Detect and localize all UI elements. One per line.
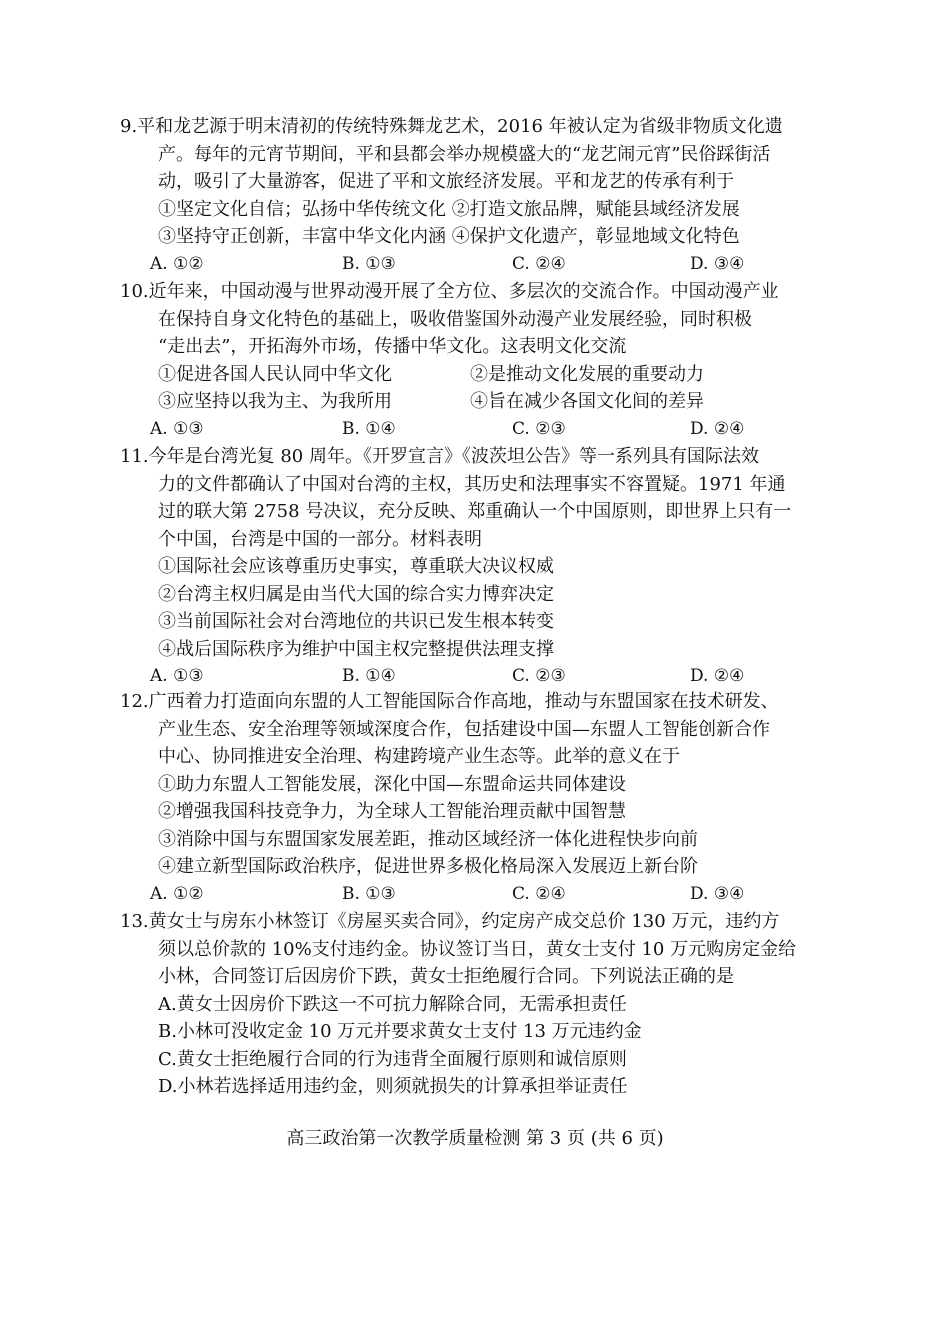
statement-3: ③应坚持以我为主、为我所用 (158, 391, 392, 412)
question-stem-line: 10.近年来，中国动漫与世界动漫开展了全方位、多层次的交流合作。中国动漫产业 (120, 281, 779, 302)
question-stem-line: 小林，合同签订后因房价下跌，黄女士拒绝履行合同。下列说法正确的是 (158, 966, 734, 987)
statement-line: ①坚定文化自信；弘扬中华传统文化 ②打造文旅品牌，赋能县域经济发展 (158, 198, 740, 220)
question-11 (120, 443, 830, 691)
question-stem-line: 9.平和龙艺源于明末清初的传统特殊舞龙艺术，2016 年被认定为省级非物质文化遗 (120, 116, 783, 137)
statement-1: ①促进各国人民认同中华文化 (158, 363, 392, 385)
statement-line: ①助力东盟人工智能发展，深化中国—东盟命运共同体建设 (158, 773, 626, 795)
option-d: D. ②④ (690, 418, 745, 439)
answer-options (120, 663, 830, 691)
question-stem-line: 13.黄女士与房东小林签订《房屋买卖合同》，约定房产成交总价 130 万元，违约方 (120, 911, 780, 932)
option-d: D. ③④ (690, 253, 745, 274)
statement-line: ②增强我国科技竞争力，为全球人工智能治理贡献中国智慧 (158, 801, 626, 822)
option-b: B. ①③ (342, 883, 396, 904)
statement-line: ②台湾主权归属是由当代大国的综合实力博弈决定 (158, 583, 554, 605)
option-b: B. ①④ (342, 418, 396, 439)
statement-line: ③当前国际社会对台湾地位的共识已发生根本转变 (158, 611, 554, 632)
question-stem-line: 个中国，台湾是中国的一部分。材料表明 (158, 528, 482, 550)
statement-row (120, 388, 830, 416)
question-10 (120, 278, 830, 443)
question-13 (120, 908, 830, 1101)
answer-options (120, 251, 830, 279)
option-c: C. ②③ (512, 418, 566, 439)
statement-4: ④旨在减少各国文化间的差异 (470, 391, 704, 412)
answer-options (120, 881, 830, 909)
option-b: B. ①③ (342, 253, 396, 274)
statement-line: ④战后国际秩序为维护中国主权完整提供法理支撑 (158, 638, 554, 660)
option-a: A. ①③ (150, 418, 204, 439)
page-footer: 高三政治第一次教学质量检测 第 3 页 (共 6 页) (286, 1128, 664, 1149)
question-stem-line: 过的联大第 2758 号决议，充分反映、郑重确认一个中国原则，即世界上只有一 (158, 501, 792, 522)
statement-line: ④建立新型国际政治秩序，促进世界多极化格局深入发展迈上新台阶 (158, 856, 698, 877)
question-stem-line: 12.广西着力打造面向东盟的人工智能国际合作高地，推动与东盟国家在技术研发、 (120, 691, 779, 712)
statement-2: ②是推动文化发展的重要动力 (470, 363, 704, 385)
answer-options (120, 416, 830, 444)
statement-row (120, 361, 830, 389)
question-9 (120, 113, 830, 278)
option-a: A. ①③ (150, 666, 204, 686)
question-stem-line: 力的文件都确认了中国对台湾的主权，其历史和法理事实不容置疑。1971 年通 (158, 473, 786, 495)
question-stem-line: 中心、协同推进安全治理、构建跨境产业生态等。此举的意义在于 (158, 746, 680, 767)
option-d: D. ②④ (690, 666, 745, 686)
question-stem-line: 在保持自身文化特色的基础上，吸收借鉴国外动漫产业发展经验，同时积极 (158, 308, 752, 330)
answer-option-line: C.黄女士拒绝履行合同的行为违背全面履行原则和诚信原则 (158, 1048, 627, 1070)
answer-option-line: A.黄女士因房价下跌这一不可抗力解除合同，无需承担责任 (158, 993, 627, 1015)
question-stem-line: 须以总价款的 10%支付违约金。协议签订当日，黄女士支付 10 万元购房定金给 (158, 938, 797, 960)
question-stem-line: 动，吸引了大量游客，促进了平和文旅经济发展。平和龙艺的传承有利于 (158, 171, 734, 192)
answer-option-line: B.小林可没收定金 10 万元并要求黄女士支付 13 万元违约金 (158, 1021, 642, 1042)
statement-line: ③坚持守正创新，丰富中华文化内涵 ④保护文化遗产，彰显地域文化特色 (158, 226, 740, 247)
option-c: C. ②④ (512, 883, 566, 904)
option-c: C. ②③ (512, 666, 566, 686)
answer-option-line: D.小林若选择适用违约金，则须就损失的计算承担举证责任 (158, 1076, 628, 1097)
question-stem-line: “走出去”，开拓海外市场，传播中华文化。这表明文化交流 (158, 336, 627, 357)
option-a: A. ①② (150, 883, 204, 904)
option-a: A. ①② (150, 253, 204, 274)
statement-line: ①国际社会应该尊重历史事实，尊重联大决议权威 (158, 556, 554, 577)
question-12 (120, 688, 830, 908)
question-stem-line: 产。每年的元宵节期间，平和县都会举办规模盛大的“龙艺闹元宵”民俗踩街活 (158, 143, 771, 165)
option-d: D. ③④ (690, 883, 745, 904)
question-stem-line: 11.今年是台湾光复 80 周年。《开罗宣言》《波茨坦公告》等一系列具有国际法效 (120, 446, 759, 467)
statement-line: ③消除中国与东盟国家发展差距，推动区域经济一体化进程快步向前 (158, 828, 698, 850)
option-b: B. ①④ (342, 666, 396, 686)
option-c: C. ②④ (512, 253, 566, 274)
question-stem-line: 产业生态、安全治理等领域深度合作，包括建设中国—东盟人工智能创新合作 (158, 718, 770, 740)
